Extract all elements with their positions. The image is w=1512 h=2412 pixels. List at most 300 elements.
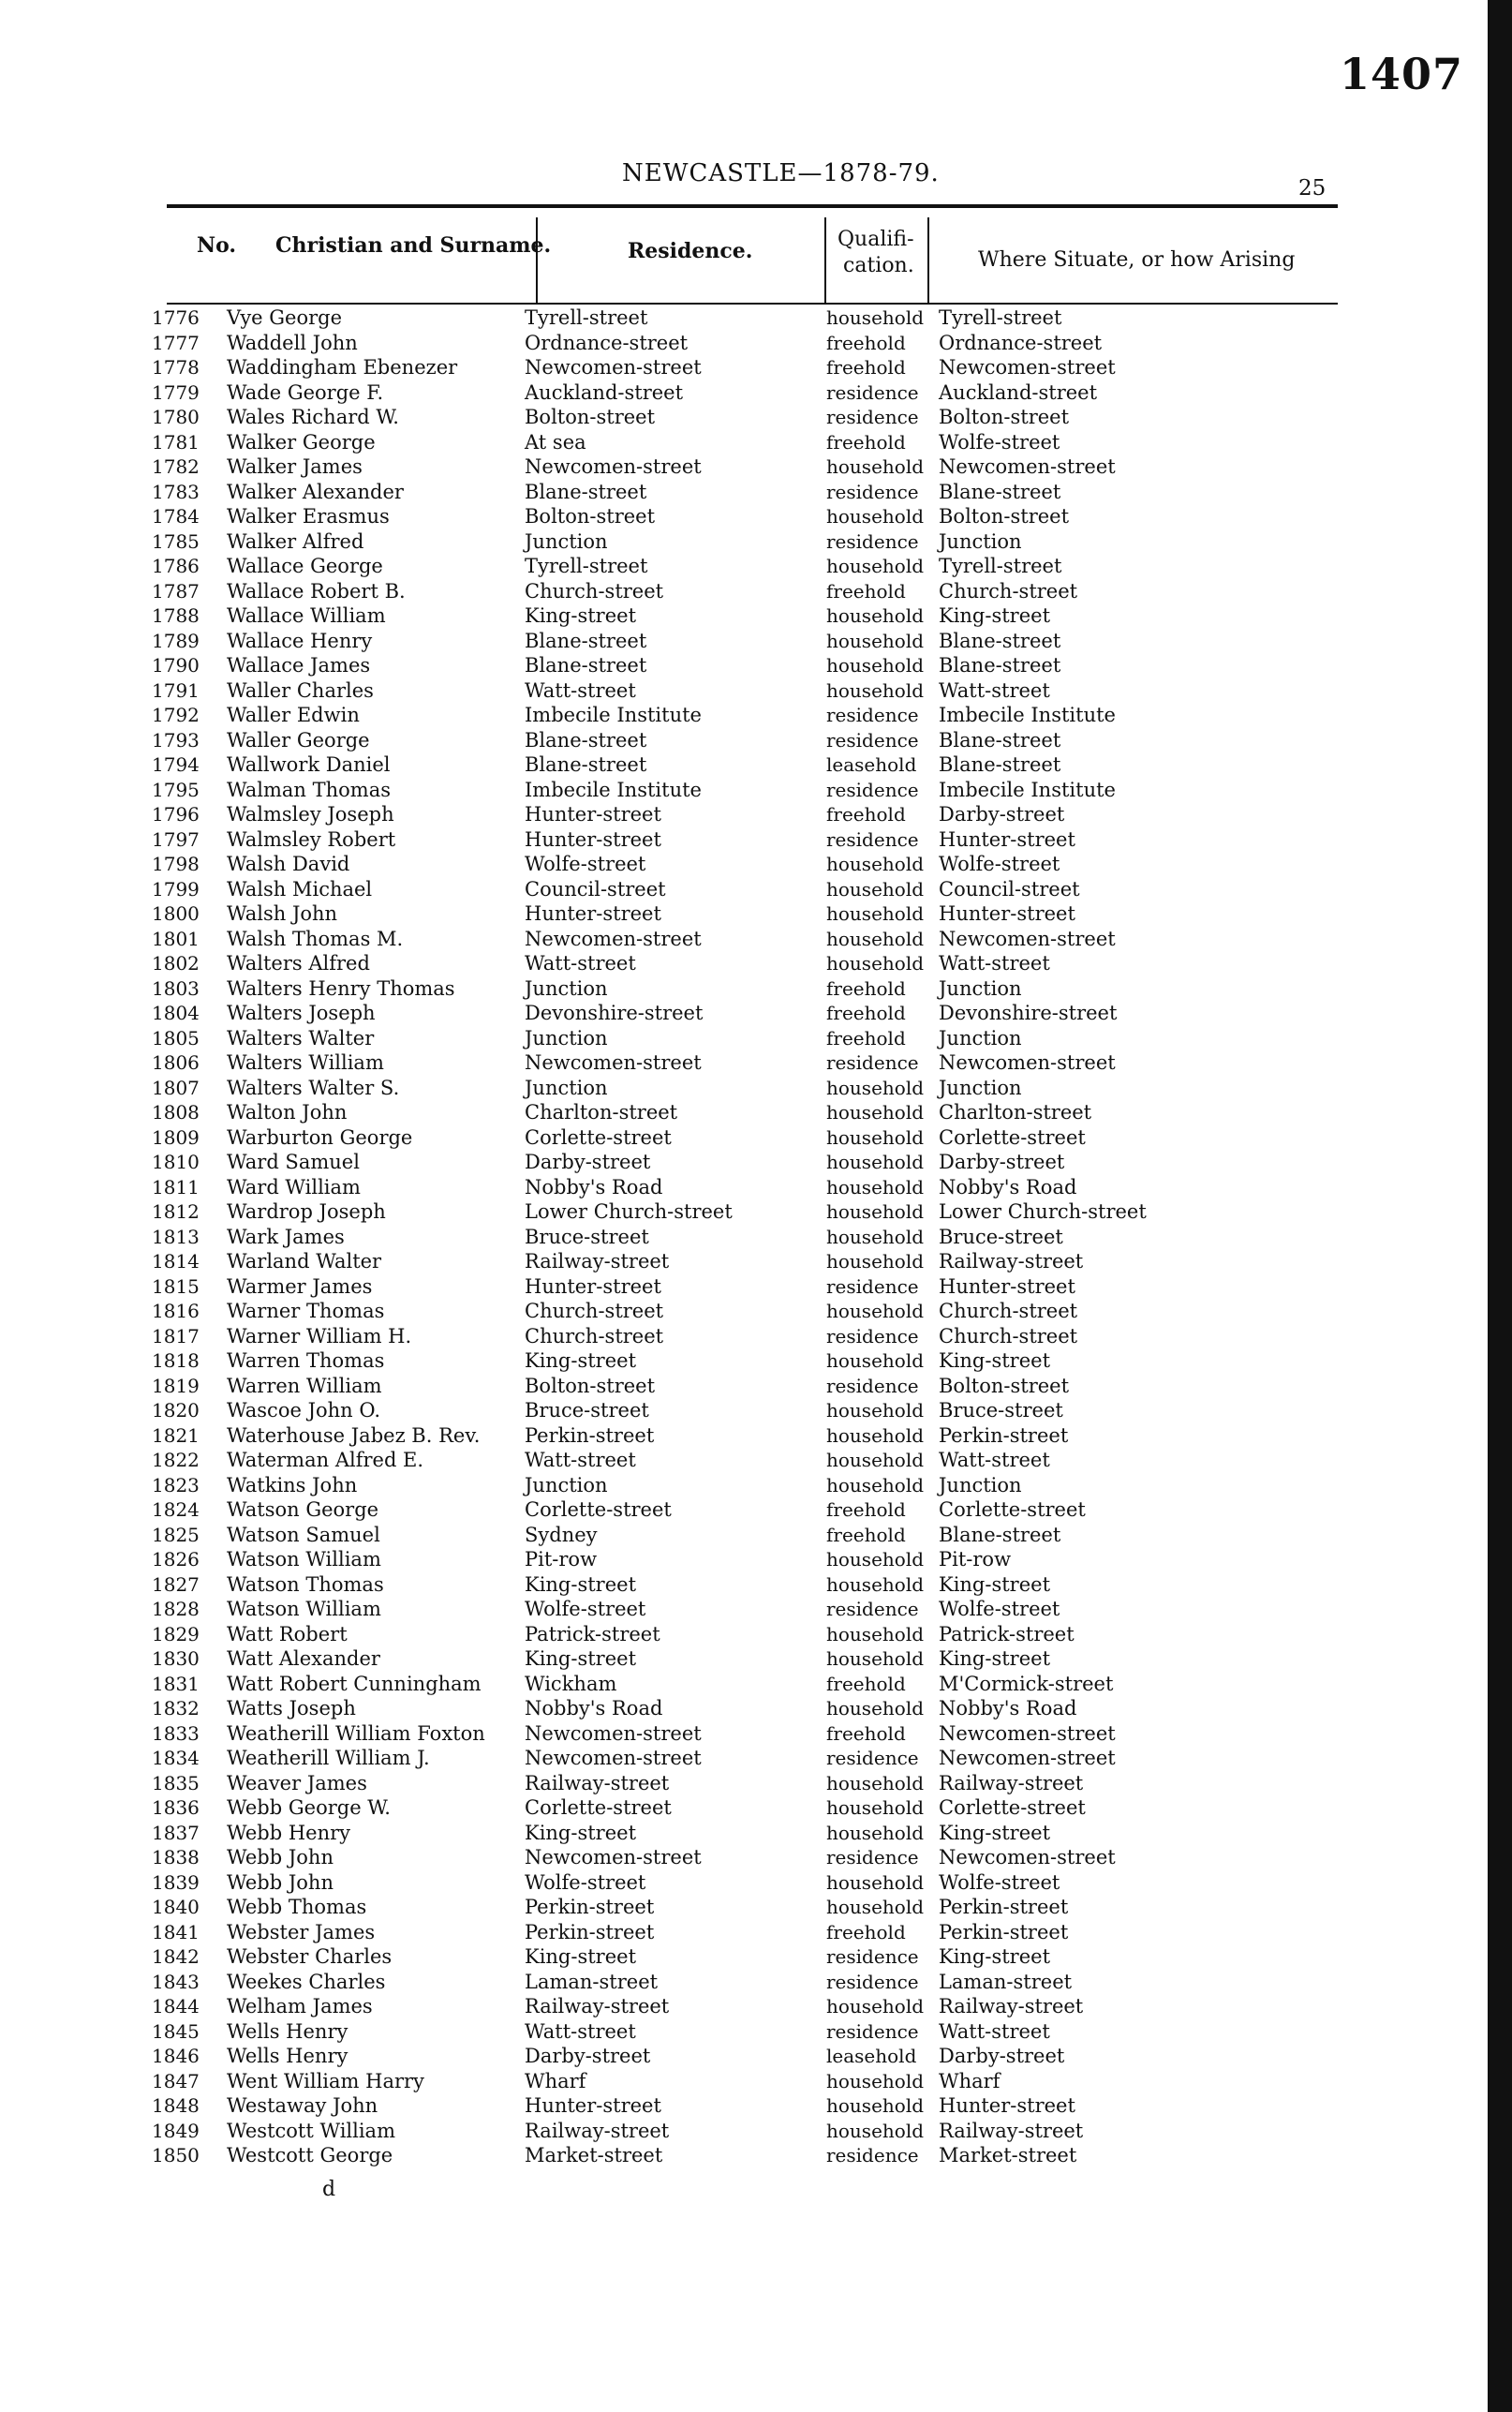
elector-where-situate: Perkin-street: [939, 1920, 1069, 1943]
entry-number: 1786: [152, 555, 200, 577]
table-row: [0, 703, 1312, 727]
elector-name: Watson William: [227, 1548, 381, 1571]
entry-number: 1794: [152, 753, 200, 776]
elector-residence: Council-street: [525, 877, 666, 901]
elector-residence: Newcomen-street: [525, 1051, 702, 1074]
elector-name: Wallace Robert B.: [227, 579, 406, 603]
table-row: [0, 927, 1312, 951]
table-row: [0, 1348, 1312, 1373]
entry-number: 1804: [152, 1002, 200, 1024]
entry-number: 1799: [152, 877, 200, 901]
elector-where-situate: Devonshire-street: [939, 1002, 1118, 1024]
entry-number: 1803: [152, 976, 200, 1000]
elector-name: Wallwork Daniel: [227, 753, 391, 776]
elector-name: Walker Erasmus: [227, 505, 390, 528]
table-row: [0, 1374, 1312, 1398]
entry-number: 1814: [152, 1250, 200, 1273]
entry-number: 1835: [152, 1771, 200, 1794]
elector-qualification: household: [826, 1225, 925, 1248]
elector-where-situate: Darby-street: [939, 803, 1065, 826]
elector-qualification: household: [826, 629, 925, 652]
elector-where-situate: Imbecile Institute: [939, 704, 1116, 726]
table-row: [0, 1920, 1312, 1944]
elector-residence: Perkin-street: [525, 1920, 655, 1943]
elector-residence: Charlton-street: [525, 1101, 678, 1124]
table-row: [0, 1076, 1312, 1100]
elector-where-situate: Junction: [939, 976, 1022, 1000]
table-row: [0, 1299, 1312, 1323]
elector-where-situate: Junction: [939, 1473, 1022, 1496]
elector-where-situate: Market-street: [939, 2144, 1077, 2166]
elector-where-situate: Tyrell-street: [939, 306, 1062, 329]
elector-name: Wells Henry: [227, 2019, 348, 2043]
elector-where-situate: Nobby's Road: [939, 1175, 1077, 1199]
elector-name: Warren William: [227, 1374, 382, 1397]
elector-qualification: residence: [826, 1274, 919, 1298]
elector-name: Weekes Charles: [227, 1970, 386, 1993]
entry-number: 1849: [152, 2119, 200, 2142]
elector-where-situate: King-street: [939, 1821, 1051, 1844]
elector-where-situate: Wolfe-street: [939, 1598, 1060, 1620]
elector-qualification: household: [826, 952, 925, 975]
elector-residence: King-street: [525, 1647, 637, 1670]
entry-number: 1787: [152, 579, 200, 603]
elector-where-situate: Corlette-street: [939, 1125, 1086, 1149]
elector-name: Waller Edwin: [227, 704, 360, 726]
elector-qualification: household: [826, 1870, 925, 1894]
elector-name: Warmer James: [227, 1274, 373, 1298]
elector-qualification: leasehold: [826, 753, 917, 776]
entry-number: 1845: [152, 2019, 200, 2043]
table-row: [0, 1845, 1312, 1869]
entry-number: 1850: [152, 2144, 200, 2166]
elector-qualification: household: [826, 1175, 925, 1199]
elector-qualification: household: [826, 1697, 925, 1720]
table-row: [0, 802, 1312, 826]
elector-where-situate: Bolton-street: [939, 505, 1070, 528]
elector-residence: Hunter-street: [525, 803, 661, 826]
elector-qualification: residence: [826, 1374, 919, 1397]
elector-qualification: residence: [826, 1970, 919, 1993]
entry-number: 1847: [152, 2069, 200, 2092]
elector-where-situate: Hunter-street: [939, 827, 1075, 851]
header-no: No.: [197, 233, 237, 258]
elector-name: Weatherill William Foxton: [227, 1721, 485, 1745]
elector-residence: Newcomen-street: [525, 455, 702, 478]
table-row: [0, 1895, 1312, 1919]
table-row: [0, 480, 1312, 504]
elector-name: Watson Samuel: [227, 1523, 380, 1546]
elector-qualification: freehold: [826, 1523, 906, 1546]
elector-where-situate: King-street: [939, 1349, 1051, 1372]
elector-residence: Wolfe-street: [525, 1870, 646, 1894]
table-row: [0, 1523, 1312, 1547]
elector-qualification: household: [826, 1300, 925, 1322]
elector-residence: Patrick-street: [525, 1622, 660, 1645]
table-row: [0, 1622, 1312, 1646]
elector-where-situate: Nobby's Road: [939, 1697, 1077, 1720]
table-row: [0, 901, 1312, 926]
elector-name: Walters William: [227, 1051, 384, 1074]
elector-where-situate: Laman-street: [939, 1970, 1073, 1993]
header-residence: Residence.: [628, 239, 753, 263]
elector-residence: Blane-street: [525, 728, 647, 752]
elector-name: Walters Alfred: [227, 952, 370, 975]
elector-residence: Newcomen-street: [525, 1846, 702, 1869]
entry-number: 1793: [152, 728, 200, 752]
elector-where-situate: Newcomen-street: [939, 1747, 1116, 1769]
elector-name: Warner Thomas: [227, 1300, 385, 1322]
elector-where-situate: Hunter-street: [939, 1274, 1075, 1298]
table-row: [0, 1994, 1312, 2018]
elector-residence: Watt-street: [525, 2019, 636, 2043]
entry-number: 1800: [152, 902, 200, 925]
entry-number: 1811: [152, 1175, 200, 1199]
elector-name: Walters Henry Thomas: [227, 976, 455, 1000]
elector-residence: King-street: [525, 1821, 637, 1844]
elector-qualification: residence: [826, 1324, 919, 1347]
elector-name: Watson Thomas: [227, 1572, 384, 1596]
elector-qualification: freehold: [826, 430, 906, 454]
table-row: [0, 331, 1312, 355]
elector-residence: Corlette-street: [525, 1796, 672, 1819]
table-row: [0, 2069, 1312, 2093]
elector-residence: Junction: [525, 976, 608, 1000]
table-row: [0, 877, 1312, 901]
elector-name: Waterhouse Jabez B. Rev.: [227, 1423, 481, 1447]
elector-qualification: household: [826, 2119, 925, 2142]
elector-name: Weatherill William J.: [227, 1747, 430, 1769]
elector-qualification: household: [826, 1821, 925, 1844]
elector-qualification: household: [826, 1076, 925, 1099]
elector-where-situate: Auckland-street: [939, 380, 1098, 404]
elector-residence: Wickham: [525, 1672, 617, 1695]
elector-name: Wales Richard W.: [227, 406, 399, 428]
entry-number: 1836: [152, 1796, 200, 1819]
header-qualification-line1: Qualifi-: [838, 228, 914, 251]
elector-where-situate: Blane-street: [939, 480, 1061, 503]
entry-number: 1837: [152, 1821, 200, 1844]
elector-residence: Church-street: [525, 1300, 664, 1322]
elector-name: Webb John: [227, 1870, 334, 1894]
table-row: [0, 1100, 1312, 1124]
elector-where-situate: Railway-street: [939, 2119, 1084, 2142]
entry-number: 1813: [152, 1225, 200, 1248]
entry-number: 1831: [152, 1672, 200, 1695]
elector-where-situate: Wolfe-street: [939, 430, 1060, 454]
table-row: [0, 380, 1312, 405]
elector-qualification: freehold: [826, 356, 906, 379]
elector-where-situate: Newcomen-street: [939, 927, 1116, 950]
entry-number: 1801: [152, 927, 200, 950]
elector-name: Wade George F.: [227, 380, 384, 404]
elector-name: Walman Thomas: [227, 778, 392, 801]
elector-name: Walker Alexander: [227, 480, 404, 503]
elector-residence: Tyrell-street: [525, 306, 648, 329]
entry-number: 1825: [152, 1523, 200, 1546]
elector-residence: Lower Church-street: [525, 1200, 733, 1223]
entry-number: 1795: [152, 778, 200, 801]
elector-name: Wells Henry: [227, 2045, 348, 2067]
elector-residence: Newcomen-street: [525, 1721, 702, 1745]
elector-residence: Junction: [525, 1473, 608, 1496]
elector-residence: Newcomen-street: [525, 356, 702, 379]
elector-residence: Market-street: [525, 2144, 663, 2166]
elector-name: Ward Samuel: [227, 1151, 360, 1173]
entry-number: 1827: [152, 1572, 200, 1596]
elector-name: Welham James: [227, 1995, 373, 2017]
entry-number: 1790: [152, 654, 200, 677]
entry-number: 1789: [152, 629, 200, 652]
table-row: [0, 1870, 1312, 1895]
elector-where-situate: King-street: [939, 604, 1051, 627]
table-row: [0, 603, 1312, 628]
table-row: [0, 1324, 1312, 1348]
entry-number: 1781: [152, 430, 200, 454]
elector-qualification: residence: [826, 529, 919, 553]
elector-name: Walton John: [227, 1101, 348, 1124]
elector-where-situate: Tyrell-street: [939, 555, 1062, 577]
table-row: [0, 2044, 1312, 2068]
sheet-number: 25: [1298, 176, 1327, 201]
table-row: [0, 554, 1312, 578]
elector-where-situate: M'Cormick-street: [939, 1672, 1114, 1695]
elector-qualification: freehold: [826, 1498, 906, 1521]
elector-residence: Church-street: [525, 1324, 664, 1347]
elector-name: Wascoe John O.: [227, 1399, 381, 1422]
table-row: [0, 1721, 1312, 1746]
elector-qualification: residence: [826, 728, 919, 752]
elector-residence: At sea: [525, 430, 586, 454]
table-row: [0, 1572, 1312, 1597]
elector-where-situate: Imbecile Institute: [939, 778, 1116, 801]
table-row: [0, 355, 1312, 380]
entry-number: 1821: [152, 1423, 200, 1447]
elector-qualification: leasehold: [826, 2045, 917, 2067]
elector-residence: Corlette-street: [525, 1125, 672, 1149]
elector-residence: Hunter-street: [525, 902, 661, 925]
elector-qualification: household: [826, 1151, 925, 1173]
elector-qualification: household: [826, 1995, 925, 2017]
elector-residence: Perkin-street: [525, 1896, 655, 1918]
elector-qualification: residence: [826, 704, 919, 726]
elector-where-situate: Blane-street: [939, 728, 1061, 752]
column-divider: [927, 217, 929, 304]
elector-qualification: household: [826, 902, 925, 925]
running-title: NEWCASTLE—1878-79.: [622, 159, 940, 187]
table-row: [0, 1448, 1312, 1472]
elector-where-situate: Railway-street: [939, 1250, 1084, 1273]
table-row: [0, 1150, 1312, 1174]
elector-name: Walters Joseph: [227, 1002, 376, 1024]
entry-number: 1822: [152, 1449, 200, 1471]
elector-residence: Darby-street: [525, 1151, 651, 1173]
entry-number: 1818: [152, 1349, 200, 1372]
elector-residence: Blane-street: [525, 629, 647, 652]
table-row: [0, 1771, 1312, 1795]
elector-residence: Watt-street: [525, 1449, 636, 1471]
entry-number: 1834: [152, 1747, 200, 1769]
elector-name: Waterman Alfred E.: [227, 1449, 424, 1471]
elector-name: Wardrop Joseph: [227, 1200, 386, 1223]
table-row: [0, 305, 1312, 330]
elector-where-situate: Perkin-street: [939, 1896, 1069, 1918]
entry-number: 1826: [152, 1548, 200, 1571]
table-row: [0, 1225, 1312, 1249]
elector-qualification: residence: [826, 1051, 919, 1074]
table-row: [0, 1125, 1312, 1150]
elector-where-situate: Charlton-street: [939, 1101, 1092, 1124]
table-row: [0, 454, 1312, 479]
elector-where-situate: Watt-street: [939, 952, 1050, 975]
elector-residence: Nobby's Road: [525, 1697, 663, 1720]
elector-residence: Devonshire-street: [525, 1002, 704, 1024]
elector-qualification: household: [826, 678, 925, 702]
elector-name: Walters Walter: [227, 1026, 375, 1050]
elector-qualification: household: [826, 604, 925, 627]
table-row: [0, 1970, 1312, 1994]
elector-name: Webb Henry: [227, 1821, 351, 1844]
entry-number: 1830: [152, 1647, 200, 1670]
elector-qualification: freehold: [826, 1002, 906, 1024]
elector-qualification: household: [826, 1896, 925, 1918]
table-row: [0, 752, 1312, 777]
entry-number: 1823: [152, 1473, 200, 1496]
elector-name: Vye George: [227, 306, 343, 329]
elector-qualification: freehold: [826, 1026, 906, 1050]
elector-name: Watt Alexander: [227, 1647, 380, 1670]
elector-residence: Blane-street: [525, 753, 647, 776]
table-row: [0, 1746, 1312, 1770]
elector-where-situate: Bruce-street: [939, 1225, 1063, 1248]
signature-mark: d: [322, 2178, 336, 2201]
elector-qualification: household: [826, 1200, 925, 1223]
entry-number: 1805: [152, 1026, 200, 1050]
entry-number: 1817: [152, 1324, 200, 1347]
entry-number: 1798: [152, 853, 200, 875]
entry-number: 1820: [152, 1399, 200, 1422]
elector-where-situate: Blane-street: [939, 629, 1061, 652]
elector-residence: King-street: [525, 1572, 637, 1596]
elector-where-situate: Hunter-street: [939, 2094, 1075, 2117]
elector-residence: Bolton-street: [525, 505, 656, 528]
entry-number: 1828: [152, 1598, 200, 1620]
elector-where-situate: Blane-street: [939, 1523, 1061, 1546]
header-qualification-line2: cation.: [843, 254, 914, 277]
elector-name: Webster Charles: [227, 1945, 393, 1968]
elector-qualification: residence: [826, 1598, 919, 1620]
elector-where-situate: Bolton-street: [939, 1374, 1070, 1397]
elector-residence: Tyrell-street: [525, 555, 648, 577]
elector-name: Warland Walter: [227, 1250, 382, 1273]
table-row: [0, 2093, 1312, 2118]
elector-qualification: household: [826, 853, 925, 875]
elector-where-situate: Council-street: [939, 877, 1080, 901]
elector-qualification: residence: [826, 2144, 919, 2166]
entry-number: 1785: [152, 529, 200, 553]
elector-where-situate: Ordnance-street: [939, 331, 1103, 354]
entry-number: 1809: [152, 1125, 200, 1149]
entry-number: 1796: [152, 803, 200, 826]
header-bottom-rule: [167, 303, 1338, 305]
table-row: [0, 629, 1312, 653]
elector-residence: Hunter-street: [525, 827, 661, 851]
entry-number: 1812: [152, 1200, 200, 1223]
elector-name: Walmsley Joseph: [227, 803, 394, 826]
elector-where-situate: Corlette-street: [939, 1498, 1086, 1521]
table-row: [0, 1175, 1312, 1199]
elector-residence: Blane-street: [525, 654, 647, 677]
entry-number: 1824: [152, 1498, 200, 1521]
elector-name: Watts Joseph: [227, 1697, 356, 1720]
entry-number: 1808: [152, 1101, 200, 1124]
elector-qualification: freehold: [826, 803, 906, 826]
elector-residence: Pit-row: [525, 1548, 598, 1571]
elector-name: Walsh Michael: [227, 877, 373, 901]
elector-residence: Perkin-street: [525, 1423, 655, 1447]
table-row: [0, 1249, 1312, 1273]
elector-name: Warner William H.: [227, 1324, 412, 1347]
table-row: [0, 1274, 1312, 1299]
elector-qualification: household: [826, 1572, 925, 1596]
elector-residence: Imbecile Institute: [525, 704, 702, 726]
elector-name: Walker George: [227, 430, 376, 454]
elector-qualification: household: [826, 1796, 925, 1819]
elector-qualification: residence: [826, 1945, 919, 1968]
elector-qualification: freehold: [826, 976, 906, 1000]
table-row: [0, 1795, 1312, 1820]
elector-name: Westcott William: [227, 2119, 395, 2142]
elector-qualification: residence: [826, 1747, 919, 1769]
table-row: [0, 728, 1312, 752]
elector-qualification: residence: [826, 2019, 919, 2043]
table-row: [0, 1646, 1312, 1671]
elector-where-situate: Newcomen-street: [939, 1846, 1116, 1869]
elector-residence: King-street: [525, 604, 637, 627]
elector-residence: Church-street: [525, 579, 664, 603]
elector-where-situate: Junction: [939, 1076, 1022, 1099]
elector-where-situate: Patrick-street: [939, 1622, 1075, 1645]
table-row: [0, 1050, 1312, 1075]
elector-residence: Laman-street: [525, 1970, 659, 1993]
elector-name: Walmsley Robert: [227, 827, 396, 851]
elector-qualification: freehold: [826, 579, 906, 603]
elector-where-situate: Wolfe-street: [939, 853, 1060, 875]
elector-where-situate: King-street: [939, 1945, 1051, 1968]
elector-name: Weaver James: [227, 1771, 367, 1794]
elector-name: Ward William: [227, 1175, 361, 1199]
elector-name: Webb George W.: [227, 1796, 391, 1819]
elector-qualification: household: [826, 1473, 925, 1496]
elector-name: Waller George: [227, 728, 370, 752]
entry-number: 1782: [152, 455, 200, 478]
entry-number: 1806: [152, 1051, 200, 1074]
table-row: [0, 1398, 1312, 1422]
elector-where-situate: King-street: [939, 1647, 1051, 1670]
elector-qualification: household: [826, 1771, 925, 1794]
entry-number: 1791: [152, 678, 200, 702]
table-row: [0, 529, 1312, 554]
table-row: [0, 1821, 1312, 1845]
table-row: [0, 653, 1312, 677]
elector-name: Walters Walter S.: [227, 1076, 400, 1099]
entry-number: 1839: [152, 1870, 200, 1894]
elector-where-situate: Church-street: [939, 1300, 1078, 1322]
entry-number: 1838: [152, 1846, 200, 1869]
elector-residence: King-street: [525, 1349, 637, 1372]
elector-qualification: household: [826, 927, 925, 950]
elector-name: Walker James: [227, 455, 363, 478]
